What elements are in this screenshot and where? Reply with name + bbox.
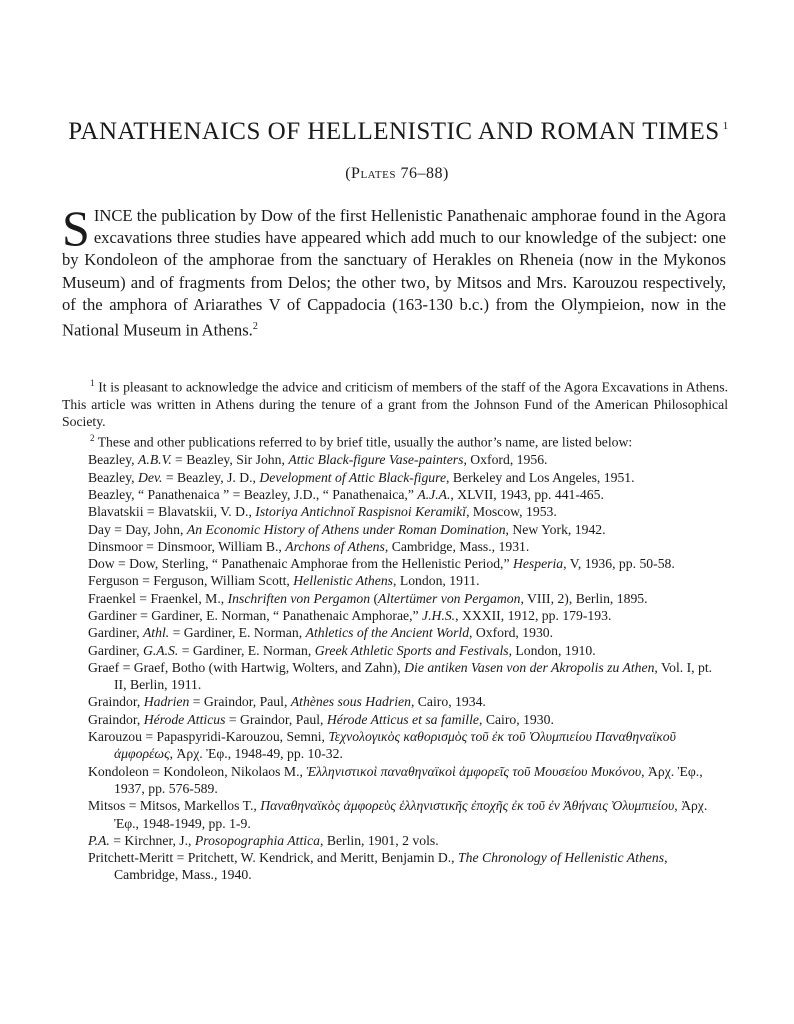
reference-part: Ἑλληνιστικοὶ παναθηναϊκοὶ ἀμφορεῖς τοῦ Μουσείου Μυκόνου <box>306 763 642 779</box>
intro-paragraph <box>62 200 726 342</box>
reference-part: = Kirchner, J., <box>109 832 195 848</box>
reference-part: , Berlin, 1901, 2 vols. <box>320 832 439 848</box>
plates-reference <box>0 165 794 183</box>
reference-part: An Economic History of Athens under Roman Domination <box>186 521 506 537</box>
reference-part: , Cambridge, Mass., 1931. <box>384 538 530 554</box>
reference-part: Τεχνολογικὸς καθορισμὸς τοῦ ἐκ τοῦ Ὀλυμπιείου Παναθηναϊκοῦ ἀμφορέως <box>114 729 676 762</box>
reference-part: Hesperia <box>512 556 564 572</box>
reference-entry <box>62 590 728 607</box>
reference-entry <box>62 624 728 641</box>
reference-part: , Cairo, 1930. <box>478 711 554 727</box>
reference-entry <box>62 451 728 468</box>
reference-part: , Cairo, 1934. <box>410 694 486 710</box>
reference-part: Beazley, “ Panathenaica ” = Beazley, J.D., “ Panathenaica,” <box>88 486 418 502</box>
reference-part: Graindor, <box>88 711 144 727</box>
footnote-text: These and other publications referred to by brief title, usually the author’s name, are listed below: <box>97 435 633 451</box>
reference-part: , Ἀρχ. Ἐφ., 1937, pp. 576-589. <box>114 763 703 796</box>
footnote-text: It is pleasant to acknowledge the advice and criticism of members of the staff of the Agora Excavations in Athens. This article was written in Athens during the tenure of a grant from the Johnson Fund of the American Philosophical Society. <box>62 379 729 430</box>
reference-entry <box>62 503 728 520</box>
reference-part: , London, 1910. <box>508 642 596 658</box>
reference-part: Athletics of the Ancient World <box>305 625 470 641</box>
intro-footnote-marker[interactable]: 2 <box>252 321 258 333</box>
reference-part: , Oxford, 1930. <box>469 625 554 641</box>
reference-entry <box>62 555 728 572</box>
reference-part: Dinsmoor = Dinsmoor, William B., <box>88 538 286 554</box>
reference-part: Graindor, <box>88 694 144 710</box>
reference-part: , Ἀρχ. Ἐφ., 1948-49, pp. 10-32. <box>169 746 343 762</box>
reference-entry <box>62 538 728 555</box>
reference-part: Prosopographia Attica <box>194 832 320 848</box>
reference-part: Dow = Dow, Sterling, “ Panathenaic Amphorae from the Hellenistic Period,” <box>88 556 513 572</box>
reference-part: Gardiner = Gardiner, E. Norman, “ Panathenaic Amphorae,” <box>88 607 423 623</box>
title-footnote-marker[interactable]: 1 <box>722 120 729 132</box>
reference-part: Blavatskii = Blavatskii, V. D., <box>88 504 256 520</box>
reference-part: = Beazley, Sir John, <box>171 452 289 468</box>
reference-part: , XLVII, 1943, pp. 441-465. <box>450 486 604 502</box>
reference-part: A.B.V. <box>138 452 172 468</box>
reference-part: Mitsos = Mitsos, Markellos T., <box>88 798 261 814</box>
reference-part: Ferguson = Ferguson, William Scott, <box>88 573 294 589</box>
reference-part: Hérode Atticus <box>143 711 226 727</box>
reference-entry <box>62 711 728 728</box>
reference-part: , V, 1936, pp. 50-58. <box>563 556 675 572</box>
reference-part: Beazley, <box>88 452 139 468</box>
reference-part: Gardiner, <box>88 625 143 641</box>
reference-part: Karouzou = Papaspyridi-Karouzou, Semni, <box>88 729 329 745</box>
reference-part: Beazley, <box>88 469 139 485</box>
reference-entry <box>62 728 728 763</box>
reference-entry <box>62 797 728 832</box>
reference-part: Altertümer von Pergamon <box>378 590 521 606</box>
footnote-marker: 1 <box>90 378 95 388</box>
article-title-text: PANATHENAICS OF HELLENISTIC AND ROMAN TIMES <box>68 118 720 145</box>
reference-part: , London, 1911. <box>393 573 480 589</box>
reference-part: Inschriften von Pergamon <box>227 590 371 606</box>
reference-part: = Gardiner, E. Norman, <box>178 642 315 658</box>
reference-entry <box>62 486 728 503</box>
reference-entry <box>62 521 728 538</box>
reference-part: Graef = Graef, Botho (with Hartwig, Wolters, and Zahn), <box>88 659 405 675</box>
reference-part: G.A.S. <box>142 642 179 658</box>
reference-part: Istoriya Antichnoĭ Raspisnoi Keramikĭ <box>255 504 467 520</box>
reference-part: ( <box>370 590 379 606</box>
reference-entry <box>62 693 728 710</box>
reference-entry <box>62 849 728 884</box>
plates-text: (Plates 76–88) <box>345 165 449 182</box>
reference-part: Kondoleon = Kondoleon, Nikolaos M., <box>88 763 307 779</box>
reference-part: , New York, 1942. <box>505 521 606 537</box>
reference-part: Athl. <box>142 625 170 641</box>
footnote-2 <box>62 430 728 451</box>
reference-part: Hellenistic Athens <box>293 573 393 589</box>
reference-part: Archons of Athens <box>285 538 385 554</box>
reference-part: P.A. <box>88 832 110 848</box>
reference-part: , Oxford, 1956. <box>463 452 548 468</box>
footnotes <box>62 375 728 884</box>
reference-part: , Vol. I, pt. II, Berlin, 1911. <box>114 659 713 693</box>
reference-entry <box>62 469 728 486</box>
intro-body: INCE the publication by Dow of the first Hellenistic Panathenaic amphorae found in the Agora excavations three studies have appeared which add much to our knowledge of the subject: one by Kondoleon of the amphorae from the sanctuary of Herakles on Rheneia (now in the Mykonos Museum) and of fragments from Delos; the other two, by Mitsos and Mrs. Karouzou respectively, of the amphora of Ariarathes V of Cappadocia (163-130 b.c.) from the Olympieion, now in the National Museum in Athens. <box>62 206 726 340</box>
reference-entry <box>62 659 728 694</box>
reference-part: J.H.S. <box>422 607 456 623</box>
reference-part: Pritchett-Meritt = Pritchett, W. Kendrick, and Meritt, Benjamin D., <box>88 850 458 866</box>
reference-part: Greek Athletic Sports and Festivals <box>314 642 509 658</box>
reference-part: = Beazley, J. D., <box>162 469 260 485</box>
footnote-marker: 2 <box>90 433 95 444</box>
reference-part: Day = Day, John, <box>88 521 187 537</box>
reference-part: The Chronology of Hellenistic Athens <box>458 850 665 866</box>
reference-part: Fraenkel = Fraenkel, M., <box>88 590 228 606</box>
reference-part: Attic Black-figure Vase-painters <box>288 452 464 468</box>
reference-part: = Graindor, Paul, <box>225 711 327 727</box>
reference-entry <box>62 642 728 659</box>
reference-part: Hadrien <box>143 694 190 710</box>
reference-part: A.J.A. <box>417 486 451 502</box>
article-title <box>0 118 794 146</box>
reference-part: , Berkeley and Los Angeles, 1951. <box>446 469 635 485</box>
reference-part: Athènes sous Hadrien <box>290 694 411 710</box>
reference-part: , XXXII, 1912, pp. 179-193. <box>455 607 612 623</box>
reference-part: = Gardiner, E. Norman, <box>169 625 306 641</box>
reference-part: Development of Attic Black-figure <box>259 469 447 485</box>
reference-part: Hérode Atticus et sa famille <box>326 711 479 727</box>
reference-part: = Graindor, Paul, <box>189 694 291 710</box>
reference-part: Die antiken Vasen von der Akropolis zu Athen <box>404 659 655 675</box>
reference-entry <box>62 763 728 798</box>
reference-list <box>62 451 728 883</box>
reference-part: , Ἀρχ. Ἐφ., 1948-1949, pp. 1-9. <box>114 798 708 831</box>
reference-part: , Cambridge, Mass., 1940. <box>114 850 668 883</box>
reference-part: , Moscow, 1953. <box>466 504 557 520</box>
reference-entry <box>62 572 728 589</box>
reference-entry <box>62 607 728 624</box>
reference-part: Gardiner, <box>88 642 143 658</box>
reference-part: Dev. <box>138 469 163 485</box>
drop-cap: S <box>62 200 90 256</box>
reference-part: , VIII, 2), Berlin, 1895. <box>520 590 648 606</box>
reference-entry <box>62 832 728 849</box>
reference-part: Παναθηναϊκὸς ἀμφορεὺς ἑλληνιστικῆς ἐποχῆς ἐκ τοῦ ἐν Ἀθήναις Ὀλυμπιείου <box>260 798 675 814</box>
footnote-1 <box>62 375 728 430</box>
